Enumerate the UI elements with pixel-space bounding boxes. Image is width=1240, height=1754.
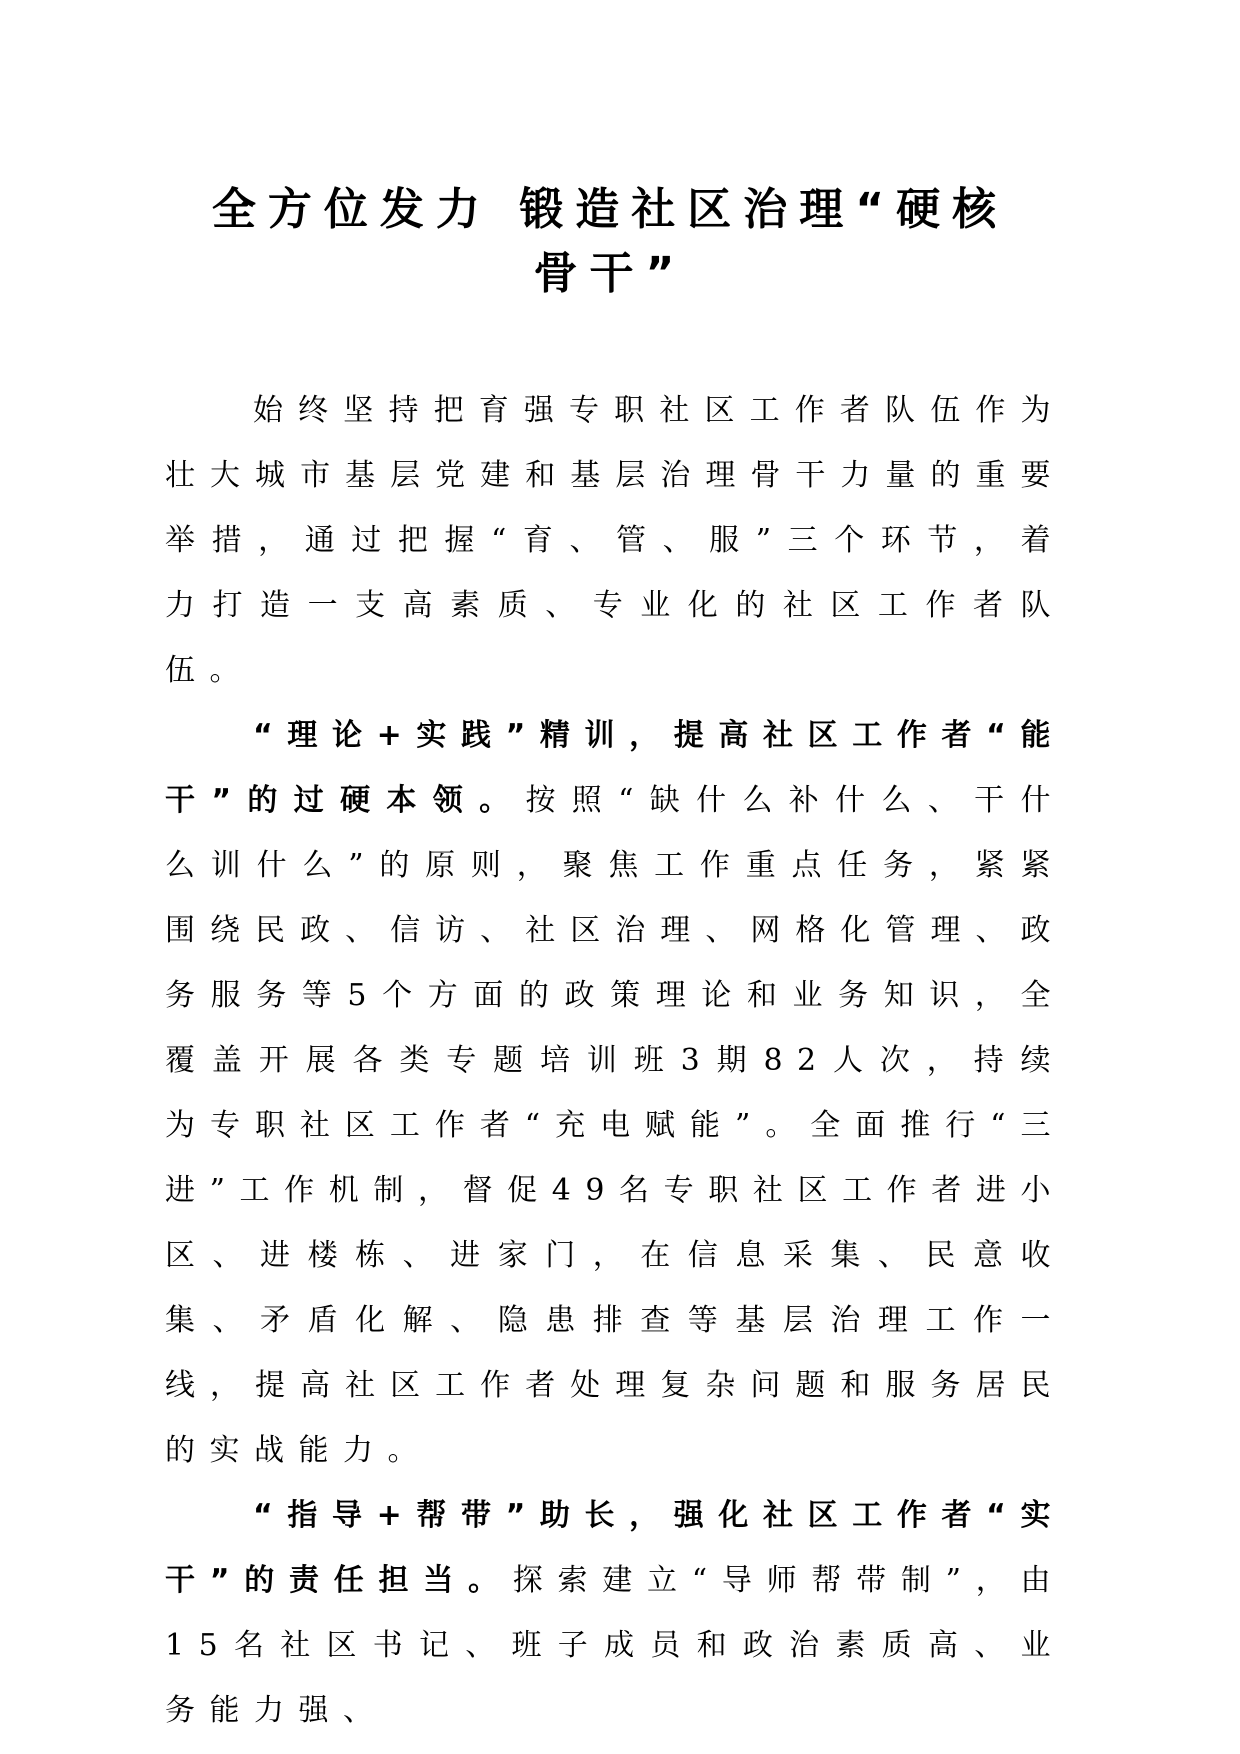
document-body	[165, 378, 1065, 1743]
paragraph-training	[165, 703, 1065, 1483]
paragraph-heading: “理论+实践”精训，提高社区工作者“能干”的过硬本领。	[165, 718, 1065, 818]
title-line-1: 全方位发力 锻造社区治理“硬核	[211, 184, 1009, 235]
title-line-2: 骨干”	[533, 248, 687, 299]
paragraph-heading: “指导+帮带”助长，强化社区工作者“实干”的责任担当。	[165, 1498, 1065, 1598]
paragraph-text: 始终坚持把育强专职社区工作者队伍作为壮大城市基层党建和基层治理骨干力量的重要举措，通过把握“育、管、服”三个环节，着力打造一支高素质、专业化的社区工作者队伍。	[165, 393, 1065, 688]
paragraph-text: 按照“缺什么补什么、干什么训什么”的原则，聚焦工作重点任务，紧紧围绕民政、信访、社区治理、网格化管理、政务服务等5个方面的政策理论和业务知识，全覆盖开展各类专题培训班3期82人次，持续为专职社区工作者“充电赋能”。全面推行“三进”工作机制，督促49名专职社区工作者进小区、进楼栋、进家门，在信息采集、民意收集、矛盾化解、隐患排查等基层治理工作一线，提高社区工作者处理复杂问题和服务居民的实战能力。	[165, 783, 1066, 1468]
paragraph-mentoring	[165, 1483, 1065, 1743]
paragraph-text: 探索建立“导师帮带制”，由15名社区书记、班子成员和政治素质高、业务能力强、	[165, 1563, 1065, 1728]
paragraph-intro	[165, 378, 1065, 703]
document-title	[160, 178, 1060, 306]
